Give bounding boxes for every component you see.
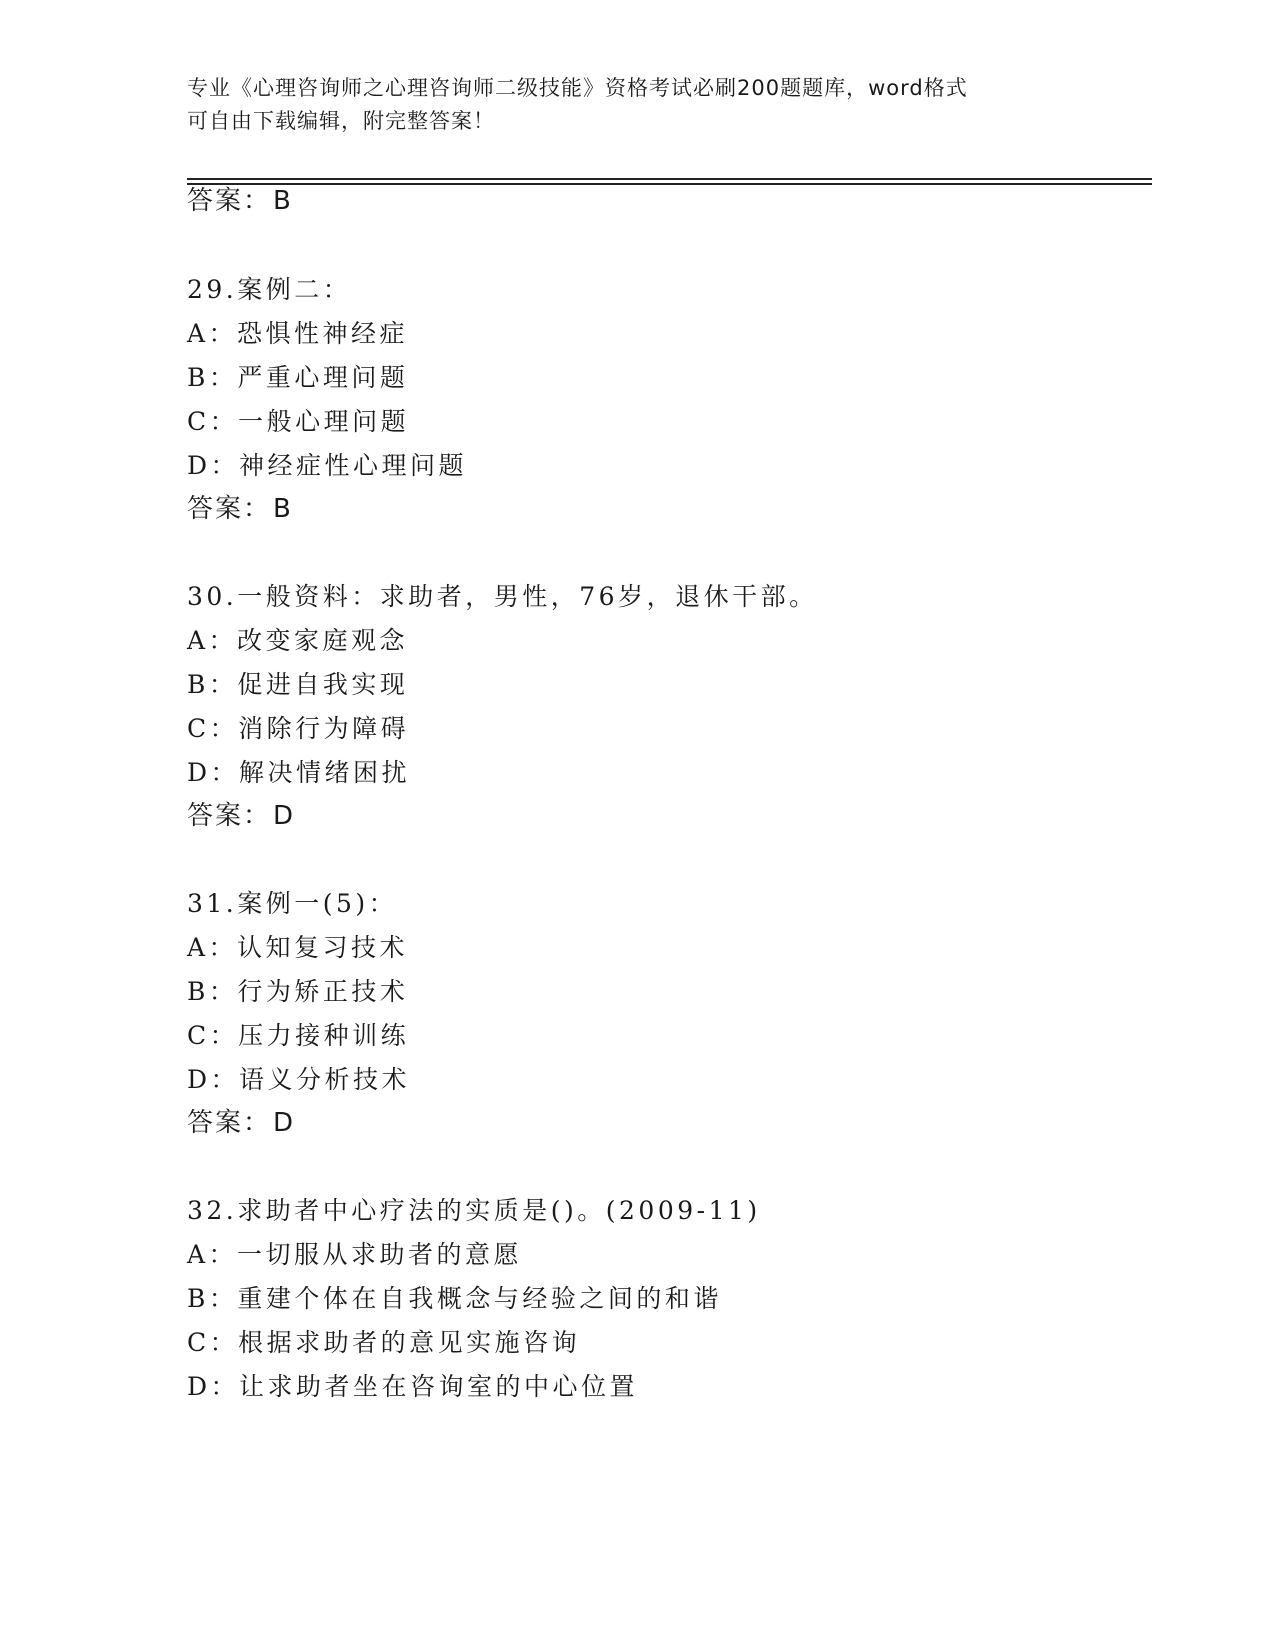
question-stem: 31.案例一(5)： xyxy=(187,889,398,918)
answer-value: B xyxy=(273,494,293,524)
header-title-line-1: 专业《心理咨询师之心理咨询师二级技能》资格考试必刷200题题库，word格式 xyxy=(187,76,968,100)
option-d: D：语义分析技术 xyxy=(187,1065,411,1094)
option-b: B：重建个体在自我概念与经验之间的和谐 xyxy=(187,1284,722,1313)
option-c: C：根据求助者的意见实施咨询 xyxy=(187,1328,581,1357)
answer-label: 答案： xyxy=(187,494,272,524)
answer-label: 答案： xyxy=(187,186,272,216)
option-a: A：一切服从求助者的意愿 xyxy=(187,1240,523,1269)
answer-label: 答案： xyxy=(187,1108,272,1138)
option-c: C：压力接种训练 xyxy=(187,1021,410,1050)
option-c: C：一般心理问题 xyxy=(187,407,410,436)
option-a: A：认知复习技术 xyxy=(187,933,409,962)
answer-line xyxy=(187,492,293,526)
answer-line xyxy=(187,799,295,833)
question-stem: 32.求助者中心疗法的实质是()。(2009-11) xyxy=(187,1196,761,1225)
answer-value: B xyxy=(273,186,293,216)
option-b: B：促进自我实现 xyxy=(187,670,409,699)
header-divider-top xyxy=(187,178,1152,180)
document-header xyxy=(187,72,1087,138)
question-stem: 29.案例二： xyxy=(187,275,352,304)
answer-value: D xyxy=(273,801,296,831)
option-d: D：神经症性心理问题 xyxy=(187,451,468,480)
answer-line xyxy=(187,1106,295,1140)
option-a: A：改变家庭观念 xyxy=(187,626,409,655)
option-b: B：严重心理问题 xyxy=(187,363,409,392)
header-divider-bottom xyxy=(187,183,1152,185)
header-title-line-2: 可自由下载编辑，附完整答案！ xyxy=(187,109,495,133)
option-b: B：行为矫正技术 xyxy=(187,977,409,1006)
answer-label: 答案： xyxy=(187,801,272,831)
option-c: C：消除行为障碍 xyxy=(187,714,410,743)
answer-value: D xyxy=(273,1108,296,1138)
question-stem: 30.一般资料：求助者，男性，76岁，退休干部。 xyxy=(187,582,818,611)
option-d: D：解决情绪困扰 xyxy=(187,758,411,787)
option-a: A：恐惧性神经症 xyxy=(187,319,409,348)
answer-line xyxy=(187,184,293,218)
option-d: D：让求助者坐在咨询室的中心位置 xyxy=(187,1372,639,1401)
